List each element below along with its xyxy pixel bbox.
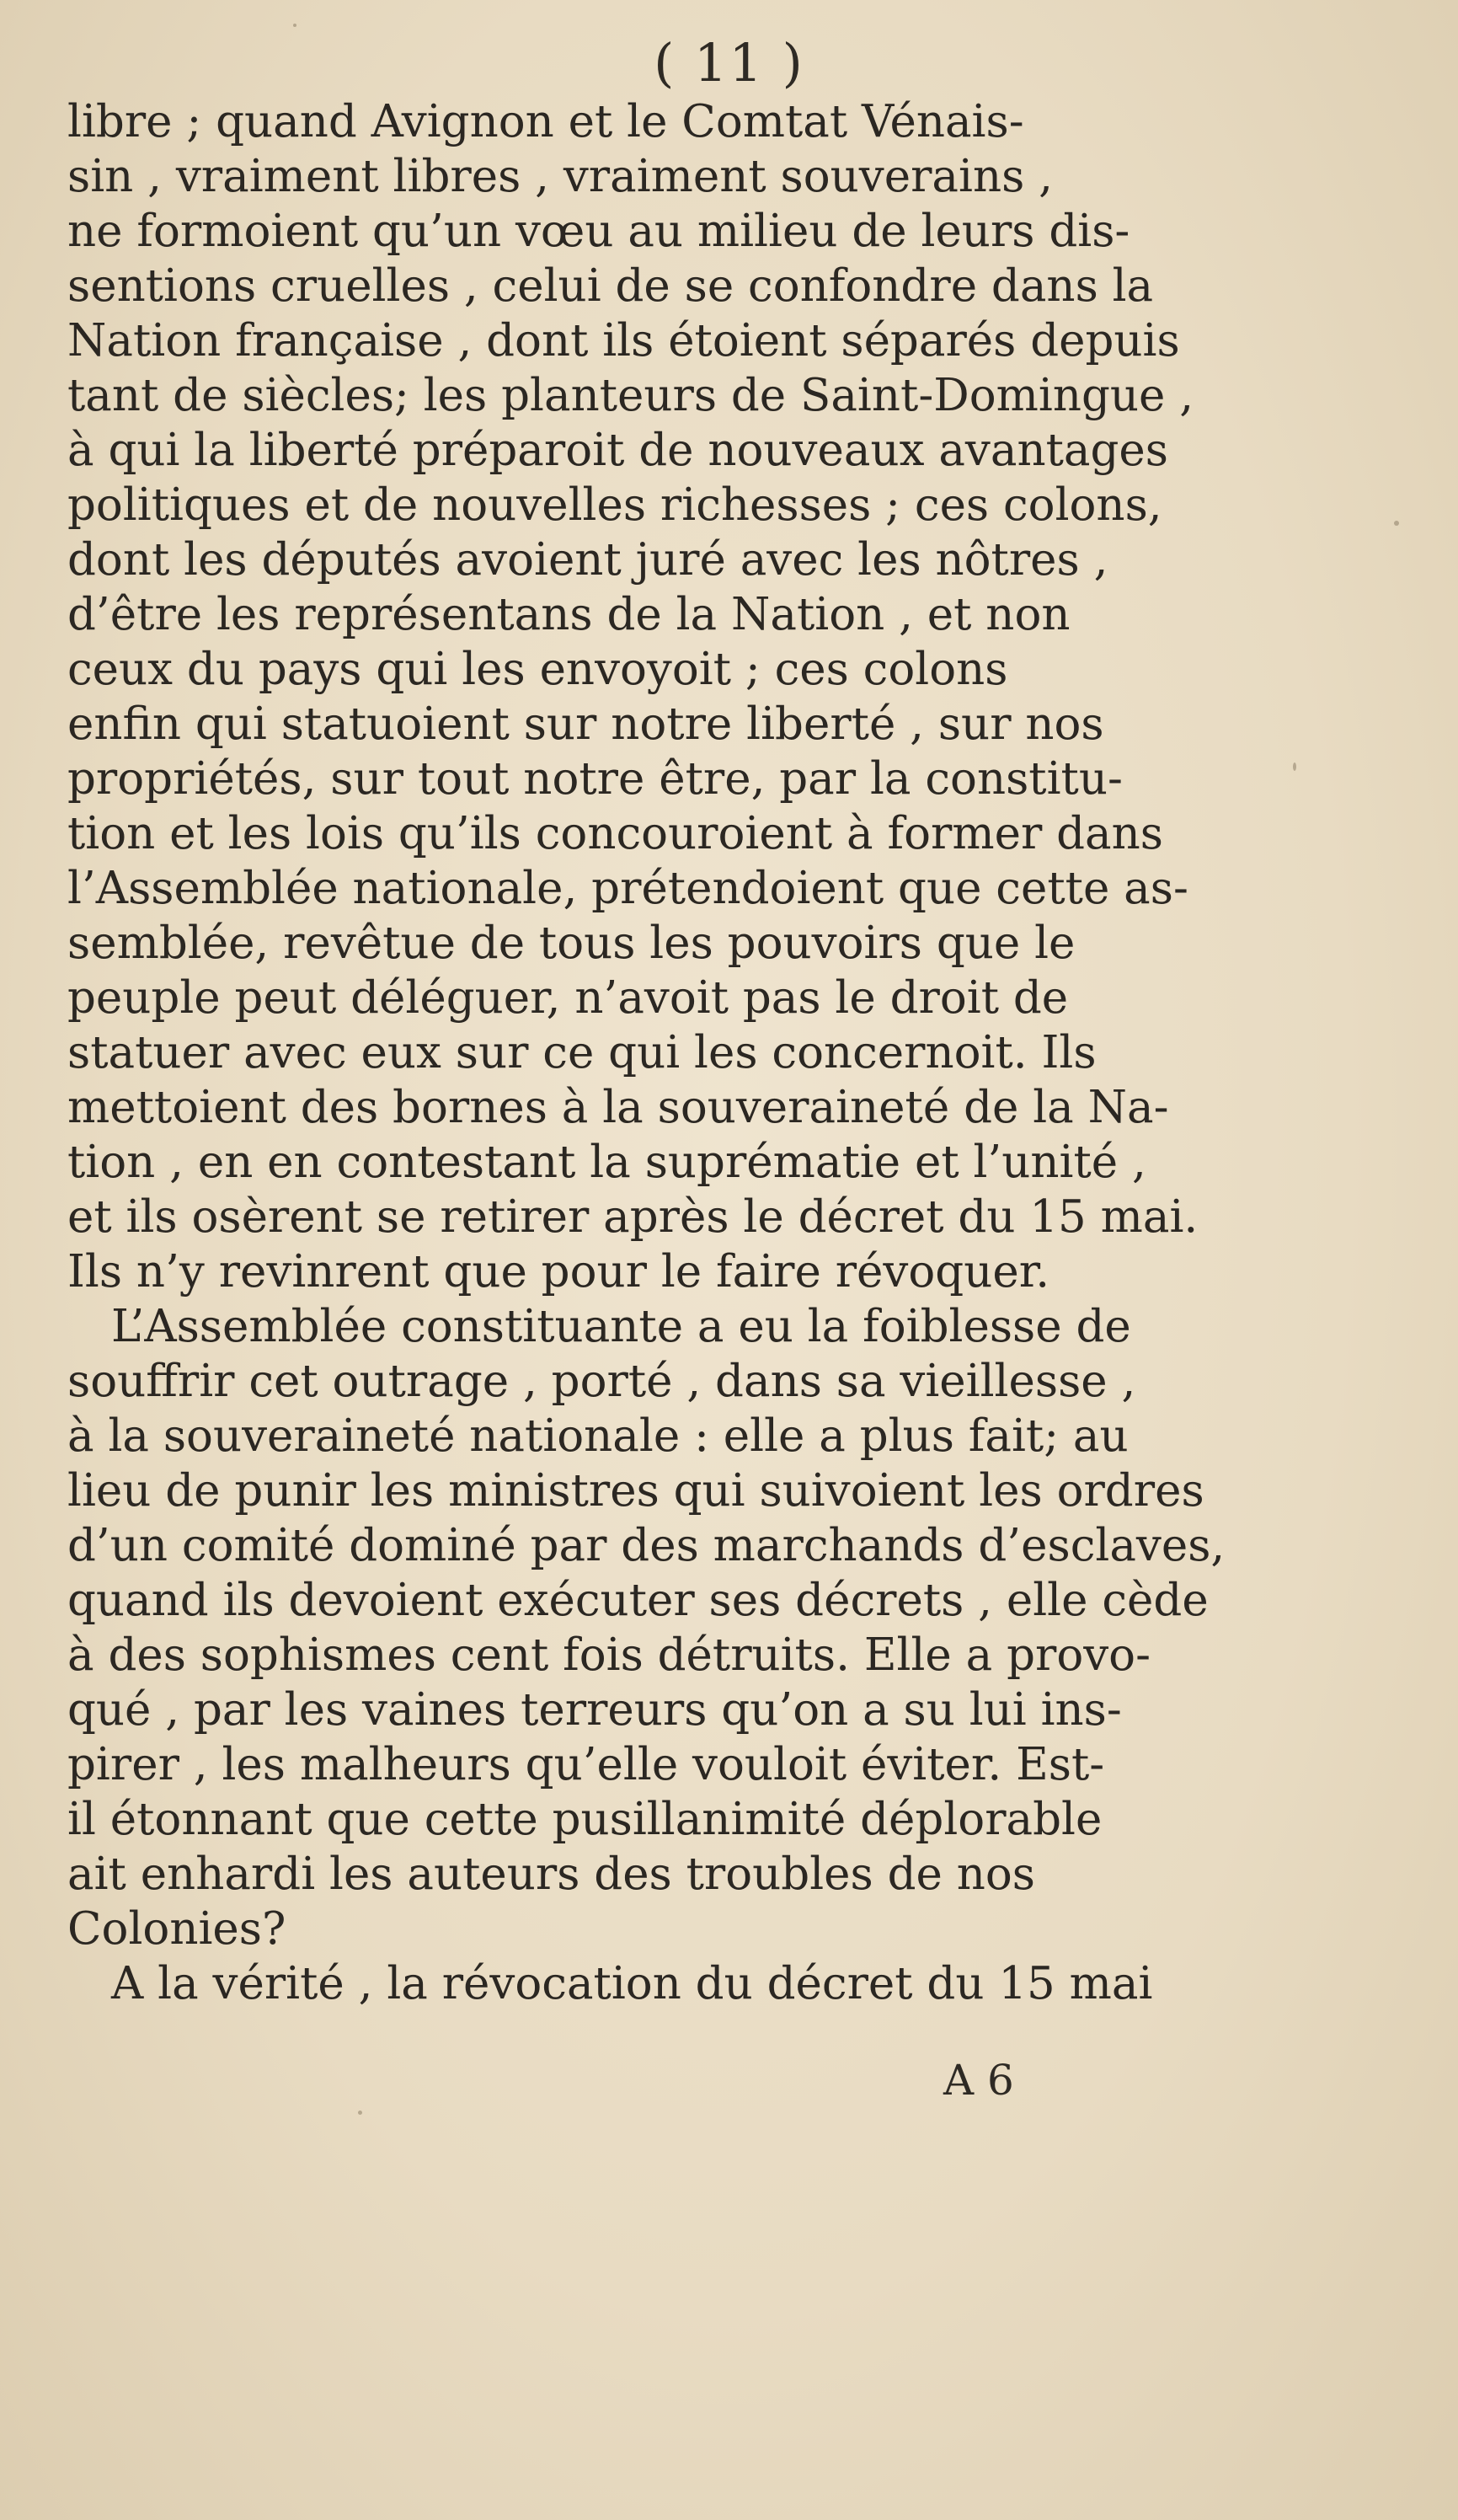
- text-line: statuer avec eux sur ce qui les concernoit. Ils: [67, 1027, 1097, 1078]
- text-line: tion , en en contestant la suprématie et l’unité ,: [67, 1137, 1146, 1188]
- text-line: propriétés, sur tout notre être, par la constitu-: [67, 753, 1123, 805]
- text-line: Nation française , dont ils étoient séparés depuis: [67, 315, 1180, 366]
- text-line: lieu de punir les ministres qui suivoient les ordres: [67, 1465, 1204, 1517]
- text-line: l’Assemblée nationale, prétendoient que cette as-: [67, 863, 1188, 914]
- text-line: semblée, revêtue de tous les pouvoirs que le: [67, 918, 1076, 969]
- text-line: enfin qui statuoient sur notre liberté , sur nos: [67, 698, 1104, 750]
- text-line: ait enhardi les auteurs des troubles de nos: [67, 1849, 1035, 1900]
- text-line: L’Assemblée constituante a eu la foiblesse de: [111, 1301, 1131, 1352]
- text-line: pirer , les malheurs qu’elle vouloit éviter. Est-: [67, 1739, 1105, 1790]
- text-line: à des sophismes cent fois détruits. Elle a provo-: [67, 1629, 1151, 1681]
- text-line: et ils osèrent se retirer après le décret du 15 mai.: [67, 1191, 1199, 1243]
- text-line: Colonies?: [67, 1903, 286, 1955]
- text-line: qué , par les vaines terreurs qu’on a su lui ins-: [67, 1684, 1122, 1736]
- text-line: dont les députés avoient juré avec les nôtres ,: [67, 534, 1108, 586]
- text-line: tion et les lois qu’ils concouroient à former dans: [67, 808, 1163, 859]
- signature-mark: A 6: [943, 2056, 1014, 2105]
- text-line: politiques et de nouvelles richesses ; ces colons,: [67, 479, 1162, 531]
- text-line: d’être les représentans de la Nation , et non: [67, 589, 1071, 640]
- text-line: ceux du pays qui les envoyoit ; ces colons: [67, 644, 1008, 695]
- text-line: Ils n’y revinrent que pour le faire révoquer.: [67, 1246, 1050, 1297]
- body-text: [67, 94, 1263, 2011]
- text-line: libre ; quand Avignon et le Comtat Vénais-: [67, 96, 1024, 147]
- text-line: il étonnant que cette pusillanimité déplorable: [67, 1794, 1103, 1845]
- text-line: tant de siècles; les planteurs de Saint-Domingue ,: [67, 370, 1194, 421]
- paper-speck: [293, 24, 296, 27]
- text-line: sentions cruelles , celui de se confondre dans la: [67, 260, 1154, 312]
- paper-speck: [1394, 521, 1399, 526]
- text-line: mettoient des bornes à la souveraineté de la Na-: [67, 1082, 1169, 1133]
- text-line: A la vérité , la révocation du décret du 15 mai: [111, 1958, 1153, 2009]
- text-line: ne formoient qu’un vœu au milieu de leurs dis-: [67, 206, 1130, 257]
- text-line: à qui la liberté préparoit de nouveaux avantages: [67, 425, 1168, 476]
- page-number: ( 11 ): [654, 32, 804, 94]
- paper-speck: [358, 2111, 362, 2115]
- text-line: d’un comité dominé par des marchands d’esclaves,: [67, 1520, 1226, 1571]
- text-line: à la souveraineté nationale : elle a plus fait; au: [67, 1410, 1129, 1462]
- text-line: sin , vraiment libres , vraiment souverains ,: [67, 151, 1054, 202]
- text-line: quand ils devoient exécuter ses décrets , elle cède: [67, 1575, 1209, 1626]
- paper-speck: [1293, 762, 1296, 771]
- text-line: souffrir cet outrage , porté , dans sa vieillesse ,: [67, 1356, 1136, 1407]
- text-line: peuple peut déléguer, n’avoit pas le droit de: [67, 972, 1069, 1024]
